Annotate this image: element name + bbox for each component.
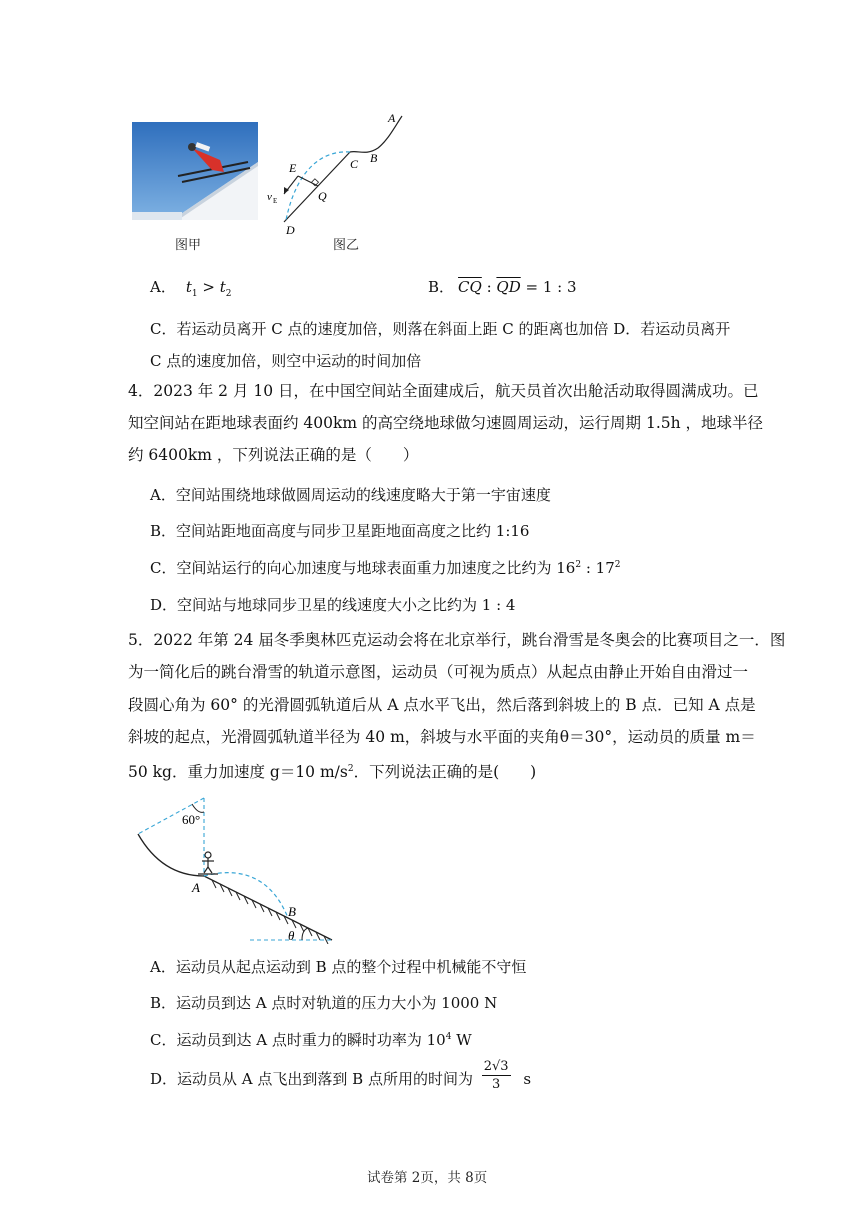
q5-option-C-unit: W: [451, 1031, 472, 1049]
label-vE-sub: E: [273, 197, 278, 205]
ski-jump-photo-image: [132, 122, 258, 220]
q5-stem-line-5: [128, 752, 536, 789]
q4-option-D: D．空间站与地球同步卫星的线速度大小之比约为 1 : 4: [150, 596, 516, 614]
q5-stem-line-2: 为一简化后的跳台滑雪的轨道示意图，运动员（可视为质点）从起点由静止开始自由滑过一: [128, 663, 749, 681]
label-Q: Q: [318, 189, 327, 203]
q3-option-A-t1: t: [185, 278, 192, 296]
q4-option-C: [150, 557, 621, 578]
q5-option-D: [150, 1058, 531, 1102]
label-C: C: [350, 157, 359, 171]
q3-option-B-ratio: = 1 : 3: [520, 278, 577, 296]
q3-option-A-sub2: 2: [225, 289, 232, 299]
q5-option-C-text: C．运动员到达 A 点时重力的瞬时功率为 10: [150, 1031, 446, 1049]
q5-option-D-denominator: 3: [492, 1077, 501, 1092]
label-A: A: [388, 111, 396, 125]
label-ski-B: B: [288, 904, 296, 919]
q4-option-A: A．空间站围绕地球做圆周运动的线速度略大于第一宇宙速度: [150, 486, 551, 504]
page-footer: 试卷第 2页，共 8页: [367, 1170, 488, 1186]
label-vE: v: [267, 191, 272, 203]
diagram-caption: 图乙: [333, 238, 360, 253]
q5-option-A: A．运动员从起点运动到 B 点的整个过程中机械能不守恒: [150, 958, 527, 976]
q3-option-A-prefix: A．: [150, 278, 176, 296]
q3-option-B: [428, 276, 577, 297]
q3-option-A-t2: > t: [197, 278, 226, 296]
label-D: D: [286, 223, 295, 237]
q5-option-C: [150, 1029, 472, 1050]
label-angle: 60°: [182, 812, 201, 827]
q5-stem-line-3: 段圆心角为 60° 的光滑圆弧轨道后从 A 点水平飞出，然后落到斜坡上的 B 点．已知 A 点是: [128, 696, 756, 714]
label-theta: θ: [288, 928, 295, 943]
photo-caption: 图甲: [175, 238, 202, 253]
q4-option-C-text: C．空间站运行的向心加速度与地球表面重力加速度之比约为 16: [150, 559, 576, 577]
q4-stem-line-1: 4．2023 年 2 月 10 日，在中国空间站全面建成后，航天员首次出舱活动取得圆满成功。已: [128, 382, 759, 400]
q4-option-B: B．空间站距地面高度与同步卫星距地面高度之比约 1:16: [150, 522, 530, 540]
q5-stem-line-5-sup: 2: [347, 764, 354, 774]
label-E: E: [289, 161, 297, 175]
q5-stem-line-5-a: 50 kg．重力加速度 g＝10 m/s: [128, 763, 348, 782]
q5-option-D-text: D．运动员从 A 点飞出到落到 B 点所用的时间为: [150, 1070, 473, 1088]
q3-option-C-D: C．若运动员离开 C 点的速度加倍，则落在斜面上距 C 的距离也加倍 D．若运动员离开: [150, 320, 731, 338]
trajectory-diagram: [262, 110, 412, 240]
q3-option-B-CQ: $\overline{CQ}$: [458, 278, 482, 296]
q5-stem-line-4: 斜坡的起点，光滑圆弧轨道半径为 40 m，斜坡与水平面的夹角θ＝30°，运动员的质量 m＝: [128, 728, 756, 746]
q3-option-D-continuation: C 点的速度加倍，则空中运动的时间加倍: [150, 352, 422, 370]
ski-jump-photo: [132, 122, 258, 220]
q4-option-C-sup2: 2: [614, 560, 621, 570]
q3-option-B-colon: :: [481, 278, 497, 296]
q5-option-B: B．运动员到达 A 点时对轨道的压力大小为 1000 N: [150, 994, 498, 1012]
q4-stem-line-2: 知空间站在距地球表面约 400km 的高空绕地球做匀速圆周运动，运行周期 1.5h ，地球半径: [128, 414, 764, 432]
q3-option-A: [150, 276, 231, 299]
label-B: B: [370, 151, 378, 165]
ski-track-diagram: [132, 794, 342, 944]
q4-option-C-mid: : 17: [581, 559, 615, 577]
q5-stem-line-5-b: ．下列说法正确的是( ): [353, 763, 537, 782]
q3-option-B-prefix: B．: [428, 278, 455, 296]
q3-option-B-QD: $\overline{QD}$: [496, 278, 521, 296]
q3-option-A-sub1: 1: [191, 289, 198, 299]
q4-stem-line-3: 约 6400km ，下列说法正确的是（ ）: [128, 446, 419, 464]
q5-option-C-sup: 4: [445, 1032, 452, 1042]
ski-track-diagram-svg: [132, 794, 342, 944]
q5-stem-line-1: 5．2022 年第 24 届冬季奥林匹克运动会将在北京举行，跳台滑雪是冬奥会的比赛项目之一．图: [128, 631, 786, 649]
q4-option-C-sup1: 2: [575, 560, 582, 570]
trajectory-diagram-svg: [262, 110, 412, 240]
q5-option-D-fraction: [482, 1058, 511, 1093]
q5-option-D-unit: s: [523, 1070, 532, 1088]
label-ski-A: A: [192, 880, 200, 895]
q5-option-D-numerator: 2√3: [483, 1059, 509, 1074]
